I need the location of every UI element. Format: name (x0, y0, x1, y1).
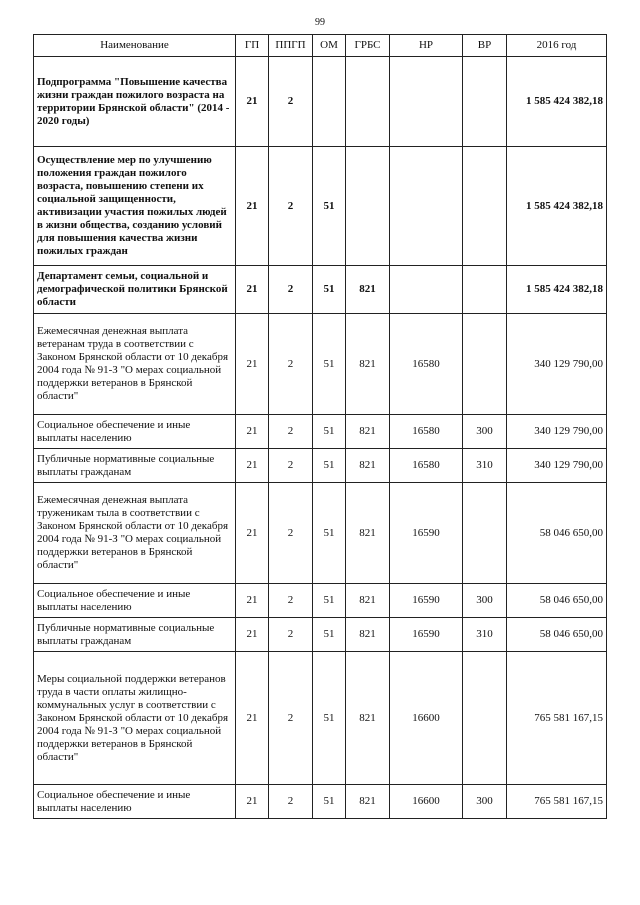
cell-vr: 300 (463, 415, 507, 449)
cell-name: Социальное обеспечение и иные выплаты населению (34, 584, 236, 618)
cell-ppgp: 2 (269, 147, 313, 266)
cell-name: Осуществление мер по улучшению положения граждан пожилого возраста, повышению степени их социальной защищенности, активизации участия пожилых людей в жизни общества, созданию условий для повышения качества жизни пожилых граждан (34, 147, 236, 266)
table-header-row (34, 35, 607, 57)
cell-name: Подпрограмма "Повышение качества жизни граждан пожилого возраста на территории Брянской области" (2014 - 2020 годы) (34, 57, 236, 147)
cell-name: Публичные нормативные социальные выплаты гражданам (34, 618, 236, 652)
header-gp: ГП (236, 35, 269, 57)
cell-ppgp: 2 (269, 652, 313, 785)
cell-nr (390, 266, 463, 314)
header-nr: НР (390, 35, 463, 57)
cell-gp: 21 (236, 483, 269, 584)
cell-vr (463, 57, 507, 147)
cell-vr (463, 314, 507, 415)
table-row (34, 449, 607, 483)
cell-om: 51 (313, 618, 346, 652)
cell-ppgp: 2 (269, 483, 313, 584)
table-row (34, 785, 607, 819)
cell-om: 51 (313, 266, 346, 314)
cell-om: 51 (313, 449, 346, 483)
header-grbs: ГРБС (346, 35, 390, 57)
cell-vr: 300 (463, 785, 507, 819)
cell-amount: 1 585 424 382,18 (507, 57, 607, 147)
cell-om (313, 57, 346, 147)
cell-nr (390, 57, 463, 147)
cell-nr: 16600 (390, 785, 463, 819)
cell-amount: 58 046 650,00 (507, 584, 607, 618)
cell-gp: 21 (236, 618, 269, 652)
cell-name: Ежемесячная денежная выплата труженикам тыла в соответствии с Законом Брянской области от 10 декабря 2004 года № 91-З "О мерах социальной поддержки ветеранов в Брянской области" (34, 483, 236, 584)
cell-gp: 21 (236, 785, 269, 819)
table-row (34, 314, 607, 415)
table-row (34, 57, 607, 147)
cell-gp: 21 (236, 415, 269, 449)
cell-grbs: 821 (346, 415, 390, 449)
cell-gp: 21 (236, 314, 269, 415)
cell-grbs: 821 (346, 618, 390, 652)
cell-grbs: 821 (346, 785, 390, 819)
cell-ppgp: 2 (269, 618, 313, 652)
cell-gp: 21 (236, 449, 269, 483)
table-row (34, 415, 607, 449)
cell-om: 51 (313, 483, 346, 584)
cell-name: Публичные нормативные социальные выплаты гражданам (34, 449, 236, 483)
cell-ppgp: 2 (269, 415, 313, 449)
cell-grbs: 821 (346, 483, 390, 584)
page-number: 99 (315, 17, 325, 28)
header-name: Наименование (34, 35, 236, 57)
cell-grbs: 821 (346, 266, 390, 314)
cell-ppgp: 2 (269, 266, 313, 314)
table-row (34, 266, 607, 314)
cell-amount: 1 585 424 382,18 (507, 266, 607, 314)
cell-amount: 1 585 424 382,18 (507, 147, 607, 266)
cell-om: 51 (313, 147, 346, 266)
cell-ppgp: 2 (269, 449, 313, 483)
table-row (34, 584, 607, 618)
header-ppgp: ППГП (269, 35, 313, 57)
cell-grbs (346, 57, 390, 147)
cell-om: 51 (313, 652, 346, 785)
cell-grbs: 821 (346, 584, 390, 618)
cell-gp: 21 (236, 147, 269, 266)
cell-grbs (346, 147, 390, 266)
cell-amount: 340 129 790,00 (507, 314, 607, 415)
cell-om: 51 (313, 415, 346, 449)
cell-ppgp: 2 (269, 785, 313, 819)
cell-vr (463, 266, 507, 314)
cell-amount: 340 129 790,00 (507, 449, 607, 483)
cell-nr: 16600 (390, 652, 463, 785)
cell-grbs: 821 (346, 449, 390, 483)
cell-gp: 21 (236, 652, 269, 785)
cell-nr (390, 147, 463, 266)
cell-amount: 765 581 167,15 (507, 785, 607, 819)
cell-nr: 16590 (390, 618, 463, 652)
cell-nr: 16580 (390, 449, 463, 483)
cell-vr: 310 (463, 449, 507, 483)
cell-ppgp: 2 (269, 314, 313, 415)
cell-gp: 21 (236, 57, 269, 147)
cell-ppgp: 2 (269, 57, 313, 147)
cell-name: Ежемесячная денежная выплата ветеранам труда в соответствии с Законом Брянской области от 10 декабря 2004 года № 91-З "О мерах социальной поддержки ветеранов в Брянской области" (34, 314, 236, 415)
cell-vr: 300 (463, 584, 507, 618)
cell-grbs: 821 (346, 652, 390, 785)
cell-amount: 340 129 790,00 (507, 415, 607, 449)
cell-nr: 16580 (390, 415, 463, 449)
cell-nr: 16590 (390, 483, 463, 584)
cell-name: Социальное обеспечение и иные выплаты населению (34, 415, 236, 449)
cell-om: 51 (313, 584, 346, 618)
cell-grbs: 821 (346, 314, 390, 415)
cell-name: Социальное обеспечение и иные выплаты населению (34, 785, 236, 819)
cell-vr: 310 (463, 618, 507, 652)
cell-om: 51 (313, 314, 346, 415)
table-row (34, 147, 607, 266)
header-om: ОМ (313, 35, 346, 57)
cell-gp: 21 (236, 266, 269, 314)
cell-om: 51 (313, 785, 346, 819)
cell-amount: 765 581 167,15 (507, 652, 607, 785)
cell-name: Меры социальной поддержки ветеранов труда в части оплаты жилищно-коммунальных услуг в соответствии с Законом Брянской области от 10 декабря 2004 года № 91-З "О мерах социальной поддержки ветеранов в Брянской области" (34, 652, 236, 785)
cell-amount: 58 046 650,00 (507, 618, 607, 652)
cell-vr (463, 652, 507, 785)
budget-table (33, 34, 607, 819)
header-vr: ВР (463, 35, 507, 57)
cell-gp: 21 (236, 584, 269, 618)
cell-nr: 16590 (390, 584, 463, 618)
cell-amount: 58 046 650,00 (507, 483, 607, 584)
table-row (34, 652, 607, 785)
cell-name: Департамент семьи, социальной и демографической политики Брянской области (34, 266, 236, 314)
cell-vr (463, 147, 507, 266)
cell-vr (463, 483, 507, 584)
table-row (34, 483, 607, 584)
cell-nr: 16580 (390, 314, 463, 415)
cell-ppgp: 2 (269, 584, 313, 618)
table-row (34, 618, 607, 652)
table-body (34, 57, 607, 819)
header-year: 2016 год (507, 35, 607, 57)
